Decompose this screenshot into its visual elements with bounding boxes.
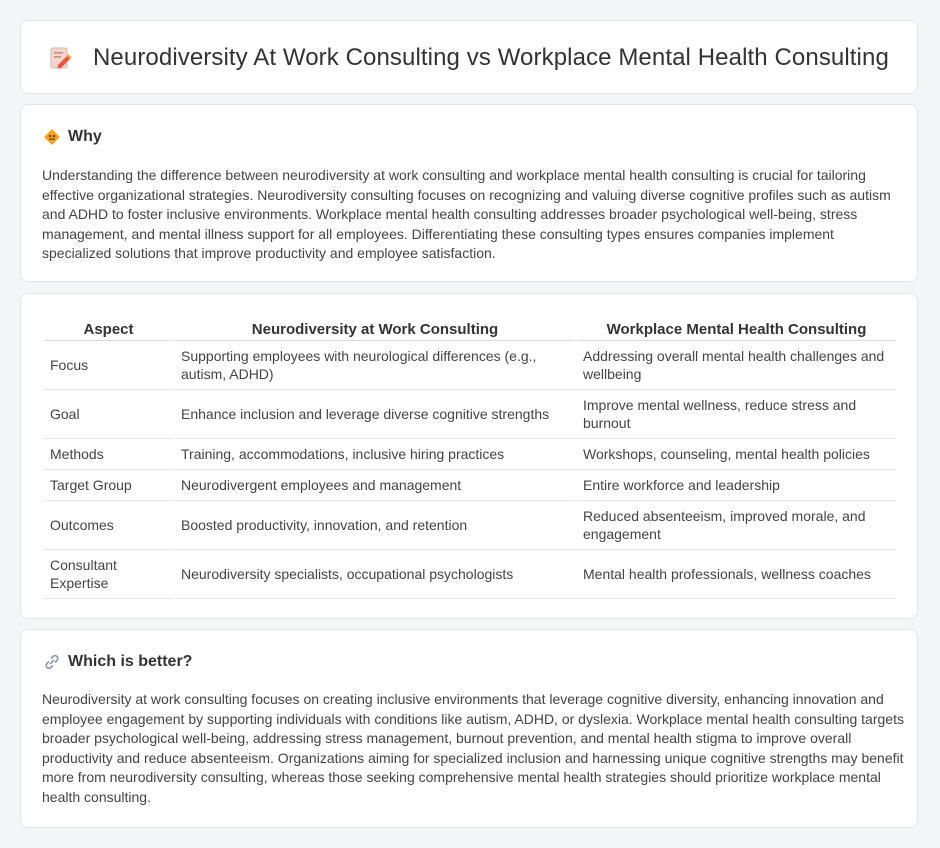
why-header xyxy=(43,127,102,147)
comparison-table xyxy=(42,316,898,599)
why-heading: Why xyxy=(68,128,102,145)
mental-health-cell: Entire workforce and leadership xyxy=(577,470,896,501)
aspect-cell: Target Group xyxy=(44,470,173,501)
better-header xyxy=(43,652,192,672)
aspect-cell: Goal xyxy=(44,390,173,439)
better-heading: Which is better? xyxy=(68,653,193,670)
mental-health-cell: Workshops, counseling, mental health policies xyxy=(577,439,896,470)
why-paragraph: Understanding the difference between neurodiversity at work consulting and workplace mental health consulting is crucial for tailoring effective organizational strategies. Neurodiversity consulting focuses on recognizing and valuing diverse cognitive profiles such as autism and ADHD to foster inclusive environments. Workplace mental health consulting addresses broader psychological well-being, stress management, and mental illness support for all employees. Differentiating these consulting types ensures companies implement specialized solutions that improve productivity and employee satisfaction. xyxy=(42,167,891,261)
title-card xyxy=(20,20,918,94)
page-title: Neurodiversity At Work Consulting vs Workplace Mental Health Consulting xyxy=(93,44,889,71)
table-row xyxy=(44,550,896,599)
neurodiversity-cell: Training, accommodations, inclusive hiring practices xyxy=(175,439,575,470)
mental-health-cell: Addressing overall mental health challenges and wellbeing xyxy=(577,341,896,390)
mental-health-cell: Reduced absenteeism, improved morale, and engagement xyxy=(577,501,896,550)
warning-diamond-icon xyxy=(43,128,61,146)
aspect-cell: Focus xyxy=(44,341,173,390)
which-is-better-section xyxy=(20,629,918,828)
column-header-aspect: Aspect xyxy=(44,316,173,341)
neurodiversity-cell: Supporting employees with neurological differences (e.g., autism, ADHD) xyxy=(175,341,575,390)
better-paragraph: Neurodiversity at work consulting focuses on creating inclusive environments that leverage cognitive diversity, enhancing innovation and employee engagement by supporting individuals with conditions like autism, ADHD, or dyslexia. Workplace mental health consulting targets broader psychological well-being, addressing stress management, burnout prevention, and mental health stigma to improve overall productivity and reduce absenteeism. Organizations aiming for specialized inclusion and harnessing unique cognitive strengths may benefit more from neurodiversity consulting, whereas those seeking comprehensive mental health strategies should prioritize workplace mental health consulting. xyxy=(42,691,904,805)
aspect-cell: Outcomes xyxy=(44,501,173,550)
neurodiversity-cell: Neurodiversity specialists, occupational psychologists xyxy=(175,550,575,599)
why-section xyxy=(20,104,918,282)
column-header-neurodiversity: Neurodiversity at Work Consulting xyxy=(175,316,575,341)
mental-health-cell: Improve mental wellness, reduce stress and burnout xyxy=(577,390,896,439)
link-icon xyxy=(43,653,61,671)
table-header-row xyxy=(44,316,896,341)
neurodiversity-cell: Enhance inclusion and leverage diverse cognitive strengths xyxy=(175,390,575,439)
mental-health-cell: Mental health professionals, wellness coaches xyxy=(577,550,896,599)
table-row xyxy=(44,470,896,501)
aspect-cell: Methods xyxy=(44,439,173,470)
comparison-section xyxy=(20,293,918,619)
table-row xyxy=(44,341,896,390)
table-row xyxy=(44,439,896,470)
neurodiversity-cell: Neurodivergent employees and management xyxy=(175,470,575,501)
aspect-cell: Consultant Expertise xyxy=(44,550,173,599)
table-row xyxy=(44,501,896,550)
column-header-mental-health: Workplace Mental Health Consulting xyxy=(577,316,896,341)
table-row xyxy=(44,390,896,439)
neurodiversity-cell: Boosted productivity, innovation, and retention xyxy=(175,501,575,550)
document-edit-icon xyxy=(47,45,73,71)
